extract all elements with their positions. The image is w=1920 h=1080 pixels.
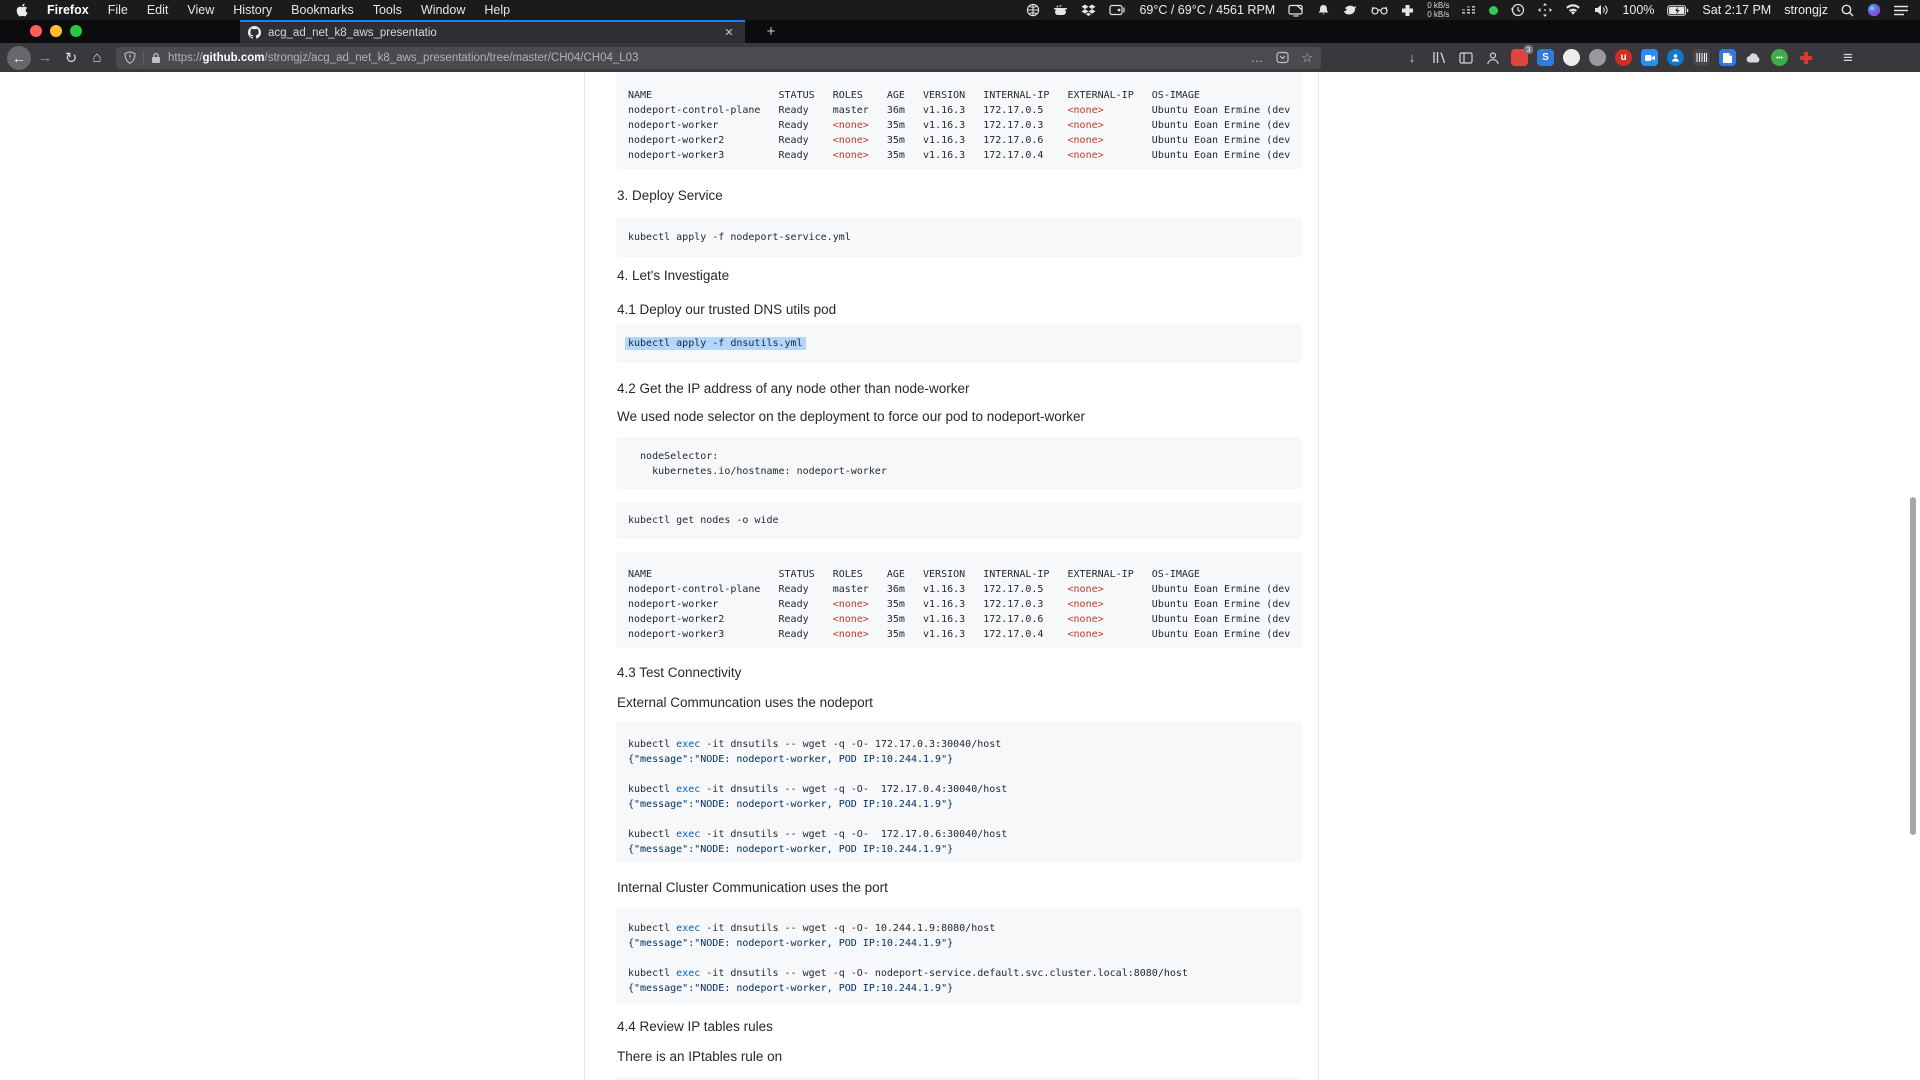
- library-icon[interactable]: [1430, 49, 1448, 67]
- extension-bars-icon[interactable]: [1693, 49, 1710, 66]
- heading-deploy-dns: 4.1 Deploy our trusted DNS utils pod: [617, 302, 837, 317]
- dropbox-icon[interactable]: [1081, 2, 1096, 18]
- health-plus-icon[interactable]: [1401, 2, 1414, 18]
- screen-capture-icon[interactable]: [1109, 2, 1126, 18]
- macos-menu-bar: [0, 0, 1920, 20]
- globe-grid-icon[interactable]: [1026, 2, 1040, 18]
- glasses-icon[interactable]: [1371, 2, 1388, 18]
- code-block-apply-service: kubectl apply -f nodeport-service.yml: [616, 218, 1302, 257]
- equalizer-icon[interactable]: [1462, 2, 1476, 18]
- bookmark-star-icon[interactable]: ☆: [1301, 49, 1313, 65]
- code-block-get-nodes: kubectl get nodes -o wide: [616, 502, 1302, 539]
- menu-item-help[interactable]: Help: [484, 3, 511, 17]
- menu-item-history[interactable]: History: [233, 3, 273, 17]
- hot-pot-icon[interactable]: [1053, 2, 1068, 18]
- menu-item-bookmarks[interactable]: Bookmarks: [291, 3, 354, 17]
- extension-blue-person-icon[interactable]: [1667, 49, 1684, 66]
- extension-badge: 3: [1524, 45, 1533, 54]
- window-minimize-button[interactable]: [50, 25, 62, 37]
- tracking-shield-icon[interactable]: [124, 51, 136, 64]
- time-machine-icon[interactable]: [1511, 2, 1525, 18]
- code-block-apply-dnsutils: kubectl apply -f dnsutils.yml: [616, 324, 1302, 363]
- reload-button[interactable]: ↻: [64, 49, 78, 67]
- window-close-button[interactable]: [30, 25, 42, 37]
- mail-bird-icon[interactable]: [1343, 2, 1358, 18]
- lock-icon[interactable]: [151, 52, 161, 64]
- window-zoom-button[interactable]: [70, 25, 82, 37]
- menu-item-view[interactable]: View: [187, 3, 215, 17]
- move-arrows-icon[interactable]: [1538, 2, 1552, 18]
- heading-lets-investigate: 4. Let's Investigate: [617, 268, 730, 283]
- tab-title: acg_ad_net_k8_aws_presentatio: [268, 27, 717, 39]
- wifi-icon[interactable]: [1565, 2, 1581, 18]
- menu-item-firefox[interactable]: Firefox: [47, 3, 89, 17]
- heading-review-iptables: 4.4 Review IP tables rules: [617, 1019, 773, 1034]
- extension-ublock-icon[interactable]: u: [1615, 49, 1632, 66]
- tab-bar: [0, 20, 1920, 43]
- code-block-nodes-table-mid: NAME STATUS ROLES AGE VERSION INTERNAL-IP EXTERNAL-IP OS-IMAGE nodeport-control-plane Ready master 36m v1.16.3 172.17.0.5 <none> Ubuntu Eoan Ermine (dev nodeport-worker Ready <none> 35m v1.16.3 172.17.0.3 <none> Ubuntu Eoan Ermine (dev nodeport-worker2 Ready <none> 35m v1.16.3 172.17.0.6 <none> Ubuntu Eoan Ermine (dev nodeport-worker3 Ready <none> 35m v1.16.3 172.17.0.4 <none> Ubuntu Eoan Ermine (dev: [616, 552, 1302, 648]
- heading-test-connectivity: 4.3 Test Connectivity: [617, 665, 742, 680]
- code-block-nodes-table-top: NAME STATUS ROLES AGE VERSION INTERNAL-IP EXTERNAL-IP OS-IMAGE nodeport-control-plane Ready master 36m v1.16.3 172.17.0.5 <none> Ubuntu Eoan Ermine (dev nodeport-worker Ready <none> 35m v1.16.3 172.17.0.3 <none> Ubuntu Eoan Ermine (dev nodeport-worker2 Ready <none> 35m v1.16.3 172.17.0.6 <none> Ubuntu Eoan Ermine (dev nodeport-worker3 Ready <none> 35m v1.16.3 172.17.0.4 <none> Ubuntu Eoan Ermine (dev: [616, 72, 1302, 169]
- extension-blue-s-icon[interactable]: S: [1537, 49, 1554, 66]
- extension-red-plus-icon[interactable]: [1797, 49, 1814, 66]
- new-tab-button[interactable]: +: [766, 23, 776, 40]
- heading-get-ip: 4.2 Get the IP address of any node other than node-worker: [617, 381, 970, 396]
- text-iptables-note: There is an IPtables rule on: [617, 1049, 783, 1064]
- battery-charging-icon[interactable]: [1667, 2, 1689, 18]
- code-block-external-tests: kubectl exec -it dnsutils -- wget -q -O- 172.17.0.3:30040/host {"message":"NODE: nodeport-worker, POD IP:10.244.1.9"} kubectl exec -it dnsutils -- wget -q -O- 172.17.0.4:30040/host {"message":"NODE: nodeport-worker, POD IP:10.244.1.9"} kubectl exec -it dnsutils -- wget -q -O- 172.17.0.6:30040/host {"message":"NODE: nodeport-worker, POD IP:10.244.1.9"}: [616, 722, 1302, 862]
- extension-cat-icon[interactable]: [1563, 49, 1580, 66]
- menu-item-tools[interactable]: Tools: [372, 3, 402, 17]
- extension-cloud-icon[interactable]: [1745, 49, 1762, 66]
- battery-percent: 100%: [1622, 3, 1655, 17]
- account-icon[interactable]: [1484, 49, 1502, 67]
- page-actions-icon[interactable]: …: [1250, 50, 1265, 65]
- menu-item-file[interactable]: File: [107, 3, 128, 17]
- sidebar-toggle-icon[interactable]: [1457, 49, 1475, 67]
- hamburger-menu-icon[interactable]: ≡: [1843, 47, 1853, 67]
- browser-tab-active[interactable]: [240, 20, 745, 43]
- forward-button[interactable]: →: [37, 49, 53, 66]
- readme-box-right-border: [1318, 72, 1319, 1080]
- urlbar-separator: [143, 51, 144, 65]
- menu-list-icon[interactable]: [1894, 2, 1908, 18]
- pocket-icon[interactable]: [1276, 51, 1289, 64]
- menu-item-edit[interactable]: Edit: [146, 3, 169, 17]
- bell-icon[interactable]: [1317, 2, 1330, 18]
- github-favicon: [248, 26, 261, 39]
- back-arrow-icon: ←: [7, 46, 31, 70]
- toolbar-extension-area: [1403, 45, 1857, 67]
- text-node-selector-note: We used node selector on the deployment to force our pod to nodeport-worker: [617, 409, 1086, 424]
- back-button[interactable]: [6, 45, 32, 71]
- heading-deploy-service: 3. Deploy Service: [617, 188, 723, 203]
- extension-red-icon[interactable]: [1511, 45, 1531, 66]
- url-text: https://github.com/strongjz/acg_ad_net_k8_aws_presentation/tree/master/CH04/CH04_L03: [168, 51, 639, 64]
- network-speed-readout[interactable]: 0 kB/s 0 kB/s: [1427, 1, 1450, 19]
- siri-icon[interactable]: [1867, 2, 1881, 18]
- status-green-dot: [1489, 6, 1498, 15]
- extension-docs-icon[interactable]: [1719, 49, 1736, 66]
- fast-user-switch-label[interactable]: strongjz: [1784, 3, 1828, 17]
- extension-gray-icon[interactable]: [1589, 49, 1606, 66]
- spotlight-search-icon[interactable]: [1841, 2, 1854, 18]
- code-block-node-selector: nodeSelector: kubernetes.io/hostname: nodeport-worker: [616, 437, 1302, 489]
- extension-green-icon[interactable]: [1771, 49, 1788, 66]
- home-button[interactable]: ⌂: [92, 49, 102, 66]
- apple-menu-icon[interactable]: [16, 2, 28, 18]
- temp-fan-readout[interactable]: 69°C / 69°C / 4561 RPM: [1139, 3, 1276, 17]
- navigation-toolbar: [0, 43, 1920, 72]
- code-block-internal-tests: kubectl exec -it dnsutils -- wget -q -O- 10.244.1.9:8080/host {"message":"NODE: nodeport-worker, POD IP:10.244.1.9"} kubectl exec -it dnsutils -- wget -q -O- nodeport-service.default.svc.cluster.local:8080/host {"message":"NODE: nodeport-worker, POD IP:10.244.1.9"}: [616, 908, 1302, 1004]
- tab-close-icon[interactable]: ✕: [724, 27, 734, 39]
- menu-bar-clock[interactable]: Sat 2:17 PM: [1702, 3, 1772, 17]
- readme-box-left-border: [584, 72, 585, 1080]
- scrollbar-thumb[interactable]: [1910, 497, 1916, 835]
- text-external-comm: External Communcation uses the nodeport: [617, 695, 873, 710]
- readme-content: [616, 72, 1303, 1080]
- downloads-icon[interactable]: ↓: [1408, 50, 1416, 65]
- menu-item-window[interactable]: Window: [420, 3, 466, 17]
- display-notification-icon[interactable]: [1288, 2, 1304, 18]
- volume-icon[interactable]: [1594, 2, 1609, 18]
- text-internal-comm: Internal Cluster Communication uses the port: [617, 880, 888, 895]
- url-bar[interactable]: [116, 47, 1321, 69]
- window-controls: [30, 25, 82, 37]
- github-readme-page: [0, 72, 1920, 1080]
- extension-video-icon[interactable]: [1641, 49, 1658, 66]
